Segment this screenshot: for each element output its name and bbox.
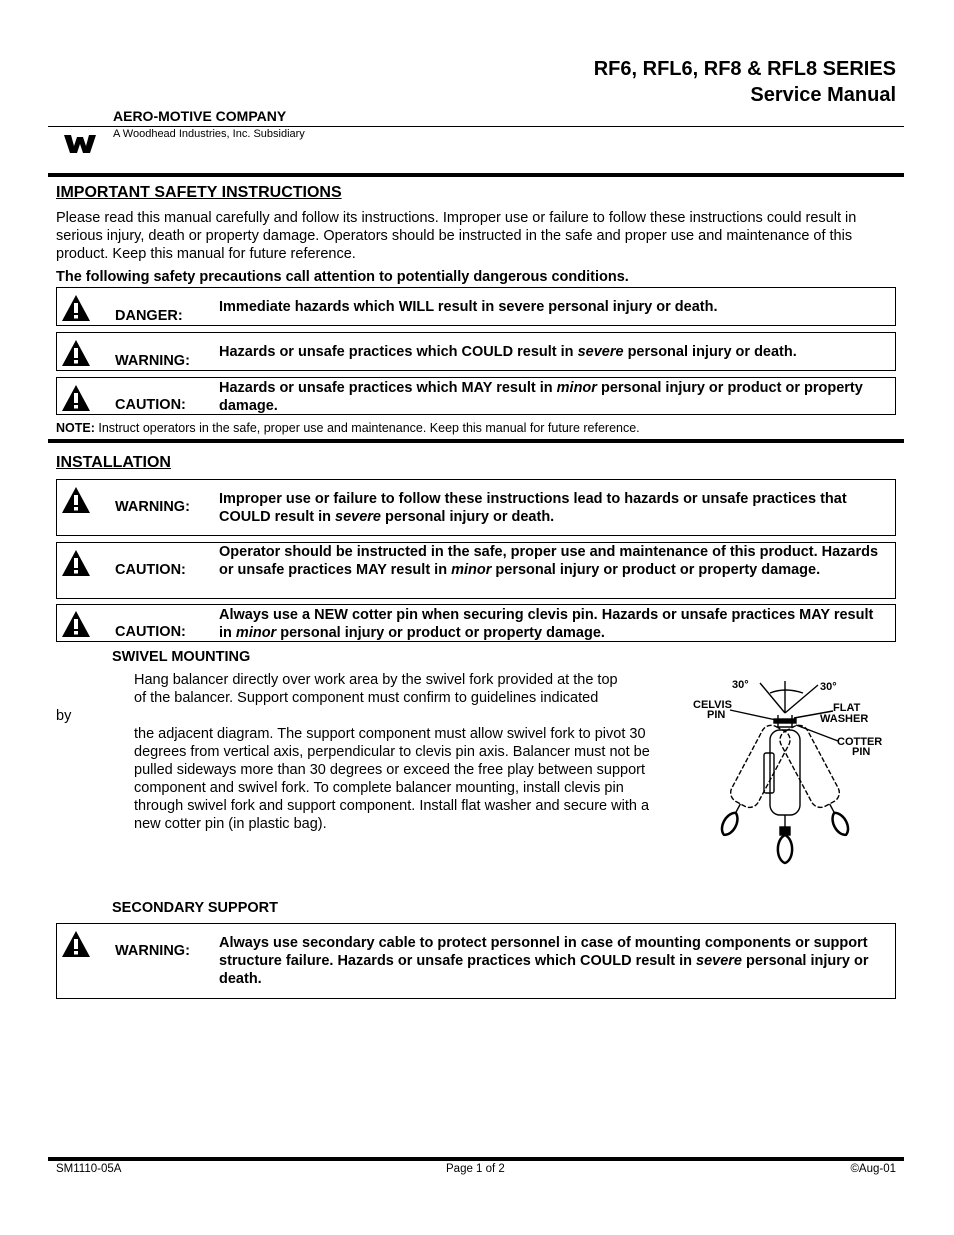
installation-warning-box [56,479,896,536]
swivel-mounting-diagram [690,675,900,870]
swivel-line-2: of the balancer. Support component must confirm to guidelines indicated [134,690,599,706]
swivel-by: by [56,708,72,724]
svg-text:PIN: PIN [707,709,726,721]
secondary-warning-box [56,923,896,999]
warning-box [56,332,896,371]
warning-text: Hazards or unsafe practices which COULD result in severe personal injury or death. [219,344,797,360]
caution-box [56,377,896,415]
installation-heading: INSTALLATION [56,454,171,471]
svg-text:30°: 30° [732,679,749,691]
caution-label: CAUTION: [115,397,186,413]
footer-rule [48,1157,904,1161]
svg-text:30°: 30° [820,681,837,693]
swivel-mounting-heading: SWIVEL MOUNTING [112,649,251,665]
company-subsidiary: A Woodhead Industries, Inc. Subsidiary [113,128,305,140]
danger-text: Immediate hazards which WILL result in severe personal injury or death. [219,299,718,315]
company-name: AERO-MOTIVE COMPANY [113,108,287,124]
safety-note: NOTE: Instruct operators in the safe, proper use and maintenance. Keep this manual for future reference. [56,421,640,435]
danger-box [56,287,896,326]
footer-page-number: Page 1 of 2 [446,1163,505,1175]
installation-caution-text: Operator should be instructed in the safe, proper use and maintenance of this product. Hazards or unsafe practices MAY result in minor personal injury or product or property damage. [219,544,879,578]
secondary-warning-text: Always use secondary cable to protect personnel in case of mounting components or support structure failure. Hazards or unsafe practices which COULD result in severe personal injury or death. [219,935,869,987]
safety-intro: Please read this manual carefully and follow its instructions. Improper use or failure to follow these instructions could result in serious injury, death or property damage. Operators should be instructed in the safe and proper use and maintenance of this product. Keep this manual for future reference. [56,210,857,262]
warning-triangle-icon [61,294,91,322]
secondary-warning-label: WARNING: [115,943,190,959]
svg-text:COTTER: COTTER [837,736,883,748]
svg-text:CELVIS: CELVIS [693,699,732,711]
document-subtitle: Service Manual [750,84,896,106]
svg-text:FLAT: FLAT [833,702,861,714]
warning-triangle-icon [61,930,91,958]
installation-warning-label: WARNING: [115,499,190,515]
cotter-pin-caution-box [56,604,896,642]
safety-heading: IMPORTANT SAFETY INSTRUCTIONS [56,184,342,201]
caution-text: Hazards or unsafe practices which MAY result in minor personal injury or product or property damage. [219,380,863,414]
installation-warning-text: Improper use or failure to follow these instructions lead to hazards or unsafe practices that COULD result in severe personal injury or death. [219,491,847,525]
warning-triangle-icon [61,549,91,577]
warning-triangle-icon [61,610,91,638]
svg-text:PIN: PIN [852,746,871,758]
danger-label: DANGER: [115,308,183,324]
installation-caution-box [56,542,896,599]
footer-date: ©Aug-01 [850,1163,896,1175]
section-rule-top [48,173,904,177]
warning-triangle-icon [61,339,91,367]
swivel-body: the adjacent diagram. The support component must allow swivel fork to pivot 30 degrees from vertical axis, perpendicular to clevis pin axis. Balancer must not be pulled sideways more than 30 degrees or exceed the free play between support component and swivel fork. To complete balancer mounting, install clevis pin through swivel fork and support component. Install flat washer and secure with a new cotter pin (in plastic bag). [134,726,650,832]
warning-label: WARNING: [115,353,190,369]
svg-text:WASHER: WASHER [820,713,869,725]
safety-precautions-line: The following safety precautions call attention to potentially dangerous conditions. [56,269,629,285]
section-rule-middle [48,439,904,443]
secondary-support-heading: SECONDARY SUPPORT [112,900,278,916]
document-title: RF6, RFL6, RF8 & RFL8 SERIES [593,58,896,80]
swivel-line-1: Hang balancer directly over work area by the swivel fork provided at the top [134,672,618,688]
warning-triangle-icon [61,486,91,514]
cotter-pin-caution-label: CAUTION: [115,624,186,640]
header-rule [48,126,904,127]
warning-triangle-icon [61,384,91,412]
footer-doc-number: SM1110-05A [56,1163,122,1175]
woodhead-logo-icon [64,133,96,155]
installation-caution-label: CAUTION: [115,562,186,578]
cotter-pin-caution-text: Always use a NEW cotter pin when securing clevis pin. Hazards or unsafe practices MAY result in minor personal injury or product or property damage. [219,607,874,641]
